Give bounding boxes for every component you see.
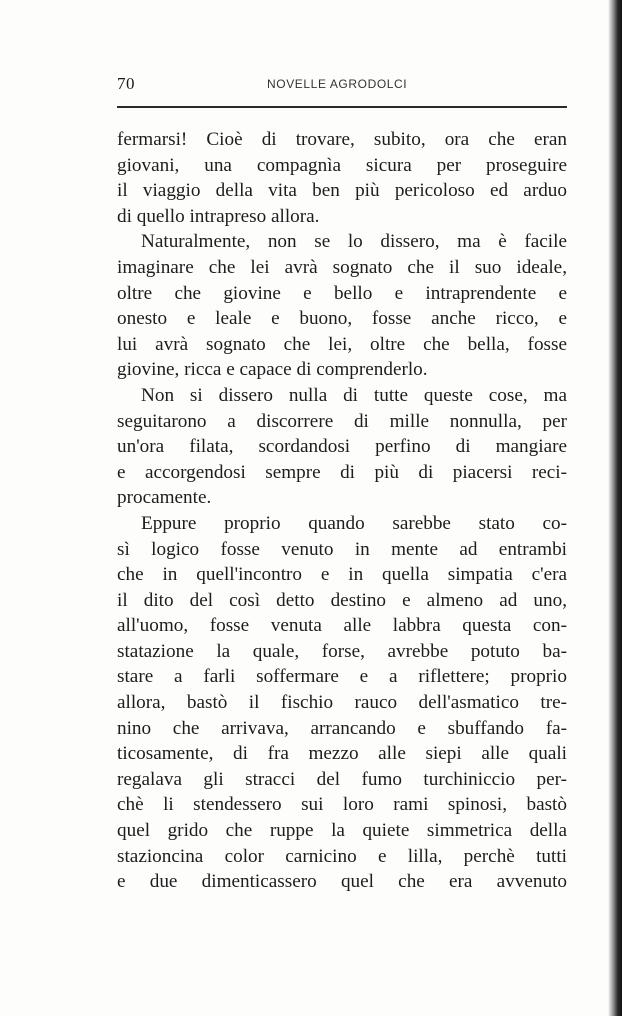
text-line: statazione la quale, forse, avrebbe potuto ba- [117,640,567,662]
text-line: all'uomo, fosse venuta alle labbra questa con- [117,615,567,637]
text-line: stazioncina color carnicino e lilla, perchè tutti [117,845,567,867]
text-line: allora, bastò il fischio rauco dell'asmatico tre- [117,692,567,714]
text-line: e accorgendosi sempre di più di piacersi reci- [117,461,567,483]
header-rule [117,106,567,108]
text-line: onesto e leale e buono, fosse anche ricco, e [117,308,567,330]
text-line: sì logico fosse venuto in mente ad entrambi [117,538,567,560]
text-line: il dito del così detto destino e almeno ad uno, [117,589,567,611]
text-line: oltre che giovine e bello e intraprendente e [117,282,567,304]
text-line: e due dimenticassero quel che era avvenuto [117,871,567,893]
body-text [117,127,567,895]
text-line: che in quell'incontro e in quella simpatia c'era [117,564,567,586]
text-line: chè li stendessero sui loro rami spinosi, bastò [117,794,567,816]
page-header [117,74,567,96]
text-line: stare a farli soffermare e a riflettere; proprio [117,666,567,688]
text-line: imaginare che lei avrà sognato che il suo ideale, [117,256,567,278]
text-line: il viaggio della vita ben più pericoloso ed arduo [117,180,567,202]
text-line: di quello intrapreso allora. [117,205,320,227]
text-line: seguitarono a discorrere di mille nonnulla, per [117,410,567,432]
text-line: regalava gli stracci del fumo turchiniccio per- [117,768,567,790]
text-line: lui avrà sognato che lei, oltre che bella, fosse [117,333,567,355]
paragraph-start-line: Naturalmente, non se lo dissero, ma è facile [141,231,567,253]
text-line: giovani, una compagnìa sicura per proseguire [117,154,567,176]
text-line: ticosamente, di fra mezzo alle siepi alle quali [117,743,567,765]
text-line: procamente. [117,487,212,509]
text-line: quel grido che ruppe la quiete simmetrica della [117,820,567,842]
text-line: un'ora filata, scordandosi perfino di mangiare [117,436,567,458]
paragraph-start-line: Non si dissero nulla di tutte queste cose, ma [141,384,567,406]
text-line: fermarsi! Cioè di trovare, subito, ora che eran [117,129,567,150]
running-title: NOVELLE AGRODOLCI [267,77,408,91]
text-line: giovine, ricca e capace di comprenderlo. [117,359,428,381]
page-binding-edge [608,0,622,1016]
paragraph-start-line: Eppure proprio quando sarebbe stato co- [141,512,567,534]
page-number: 70 [117,74,135,93]
text-line: nino che arrivava, arrancando e sbuffando fa- [117,717,567,739]
